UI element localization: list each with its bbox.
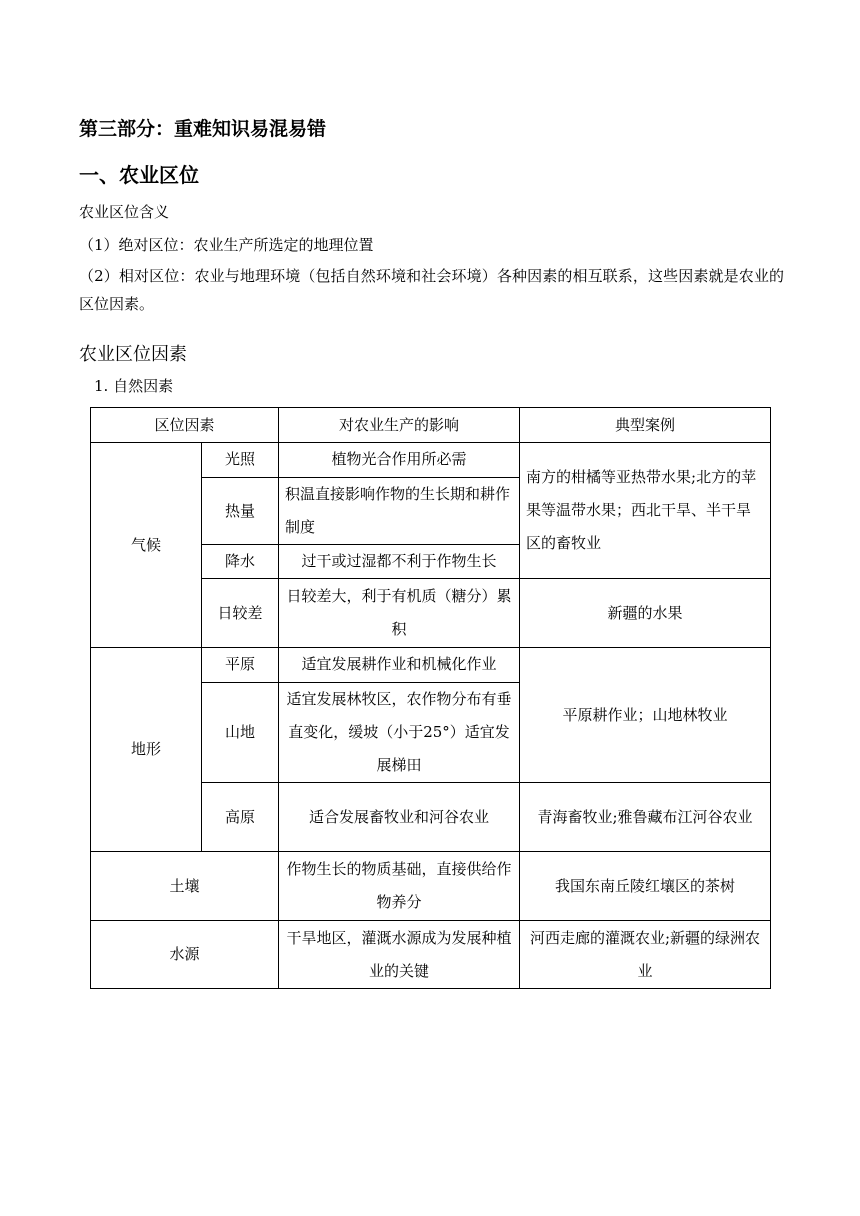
header-impact: 对农业生产的影响 bbox=[279, 408, 520, 443]
impact-cell: 适宜发展林牧区，农作物分布有垂直变化，缓坡（小于25°）适宜发展梯田 bbox=[279, 683, 520, 783]
impact-cell: 干旱地区，灌溉水源成为发展种植业的关键 bbox=[279, 921, 520, 989]
case-cell: 平原耕作业；山地林牧业 bbox=[520, 648, 771, 783]
absolute-location-text: （1）绝对区位：农业生产所选定的地理位置 bbox=[79, 236, 374, 254]
location-factors-table bbox=[90, 407, 771, 989]
water-label: 水源 bbox=[91, 921, 279, 989]
table-row bbox=[91, 648, 771, 683]
factor-cell: 山地 bbox=[202, 683, 279, 783]
section-heading: 一、农业区位 bbox=[79, 163, 199, 187]
table-row bbox=[91, 443, 771, 478]
factor-cell: 平原 bbox=[202, 648, 279, 683]
factor-cell: 降水 bbox=[202, 545, 279, 579]
terrain-label: 地形 bbox=[91, 648, 202, 852]
table-row bbox=[91, 921, 771, 989]
case-cell: 新疆的水果 bbox=[520, 579, 771, 648]
impact-cell: 植物光合作用所必需 bbox=[279, 443, 520, 478]
natural-factors-heading: 1. 自然因素 bbox=[94, 377, 174, 395]
impact-cell: 作物生长的物质基础，直接供给作物养分 bbox=[279, 852, 520, 921]
factor-cell: 热量 bbox=[202, 478, 279, 545]
case-cell: 河西走廊的灌溉农业;新疆的绿洲农业 bbox=[520, 921, 771, 989]
climate-label: 气候 bbox=[91, 443, 202, 648]
factor-cell: 光照 bbox=[202, 443, 279, 478]
impact-cell: 适合发展畜牧业和河谷农业 bbox=[279, 783, 520, 852]
meaning-title: 农业区位含义 bbox=[79, 203, 170, 221]
impact-cell: 适宜发展耕作业和机械化作业 bbox=[279, 648, 520, 683]
factors-heading: 农业区位因素 bbox=[79, 344, 187, 365]
factor-cell: 高原 bbox=[202, 783, 279, 852]
case-cell: 青海畜牧业;雅鲁藏布江河谷农业 bbox=[520, 783, 771, 852]
header-case: 典型案例 bbox=[520, 408, 771, 443]
relative-location-text: （2）相对区位：农业与地理环境（包括自然环境和社会环境）各种因素的相互联系，这些因素就是农业的区位因素。 bbox=[79, 267, 784, 313]
impact-cell: 积温直接影响作物的生长期和耕作制度 bbox=[279, 478, 520, 545]
impact-cell: 过干或过湿都不利于作物生长 bbox=[279, 545, 520, 579]
header-factor: 区位因素 bbox=[91, 408, 279, 443]
table-row bbox=[91, 852, 771, 921]
impact-cell: 日较差大，利于有机质（糖分）累积 bbox=[279, 579, 520, 648]
case-cell: 南方的柑橘等亚热带水果;北方的苹果等温带水果；西北干旱、半干旱区的畜牧业 bbox=[520, 443, 771, 579]
table-header-row bbox=[91, 408, 771, 443]
soil-label: 土壤 bbox=[91, 852, 279, 921]
case-cell: 我国东南丘陵红壤区的茶树 bbox=[520, 852, 771, 921]
part-heading: 第三部分：重难知识易混易错 bbox=[79, 118, 327, 140]
factor-cell: 日较差 bbox=[202, 579, 279, 648]
